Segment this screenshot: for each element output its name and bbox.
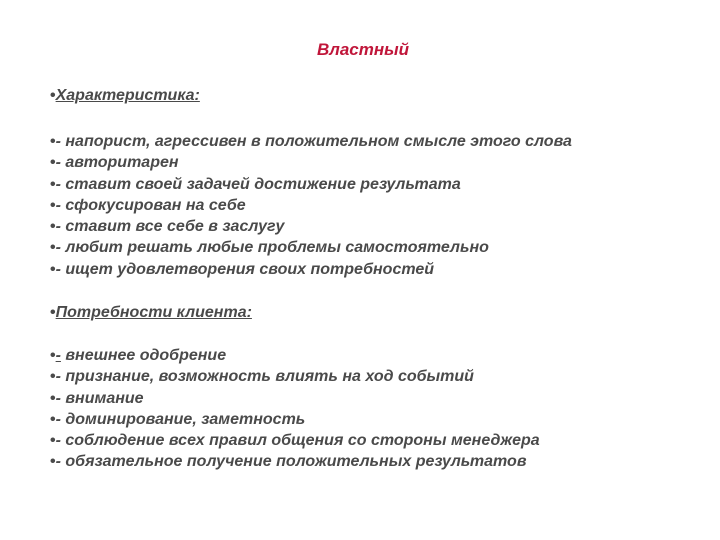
characteristics-list	[50, 131, 690, 280]
list-item	[50, 195, 690, 216]
bullet: •	[50, 432, 56, 450]
bullet: •	[50, 347, 56, 364]
bullet: •	[50, 154, 56, 172]
bullet: •	[50, 368, 56, 386]
list-item	[50, 259, 690, 280]
list-item	[50, 131, 690, 152]
bullet: •	[50, 260, 56, 278]
bullet: •	[50, 304, 56, 321]
bullet: •	[50, 239, 56, 257]
list-item-text: внешнее одобрение	[60, 347, 227, 364]
list-item	[50, 174, 690, 195]
slide-title	[0, 40, 720, 60]
list-item-text: - сфокусирован на себе	[55, 196, 246, 214]
list-item-text: - напорист, агрессивен в положительном смысле этого слова	[55, 133, 572, 150]
list-item-text: - обязательное получение положительных результатов	[55, 453, 527, 471]
list-item-text: - признание, возможность влиять на ход событий	[55, 368, 474, 386]
bullet: •	[50, 453, 56, 471]
bullet: •	[50, 87, 56, 104]
bullet: •	[50, 218, 56, 236]
characteristics-heading-label: Характеристика:	[55, 87, 200, 104]
list-item-text: - любит решать любые проблемы самостоятельно	[55, 239, 489, 257]
list-item	[50, 152, 690, 173]
bullet: •	[50, 196, 56, 214]
bullet: •	[50, 389, 56, 407]
list-item	[50, 430, 690, 451]
list-item-text: - ставит своей задачей достижение результата	[55, 175, 461, 193]
list-item	[50, 345, 690, 366]
list-item-text: - ищет удовлетворения своих потребностей	[55, 260, 435, 278]
list-item	[50, 451, 690, 472]
list-item	[50, 388, 690, 409]
client-needs-heading-label: Потребности клиента:	[55, 304, 252, 321]
list-item	[50, 409, 690, 430]
list-item-text: - авторитарен	[55, 154, 179, 172]
client-needs-list	[50, 345, 690, 473]
characteristics-heading	[50, 86, 690, 106]
slide-title-text: Властный	[316, 40, 410, 59]
list-item-text: - доминирование, заметность	[55, 410, 306, 428]
bullet: •	[50, 133, 56, 150]
list-item-text: - соблюдение всех правил общения со стороны менеджера	[55, 432, 540, 450]
list-item-text: - ставит все себе в заслугу	[55, 218, 285, 236]
list-item-text: - внимание	[55, 389, 144, 407]
bullet: •	[50, 410, 56, 428]
client-needs-heading	[50, 303, 690, 323]
underlined-dash: -	[55, 347, 61, 364]
list-item	[50, 237, 690, 258]
list-item	[50, 216, 690, 237]
list-item	[50, 366, 690, 387]
bullet: •	[50, 175, 56, 193]
